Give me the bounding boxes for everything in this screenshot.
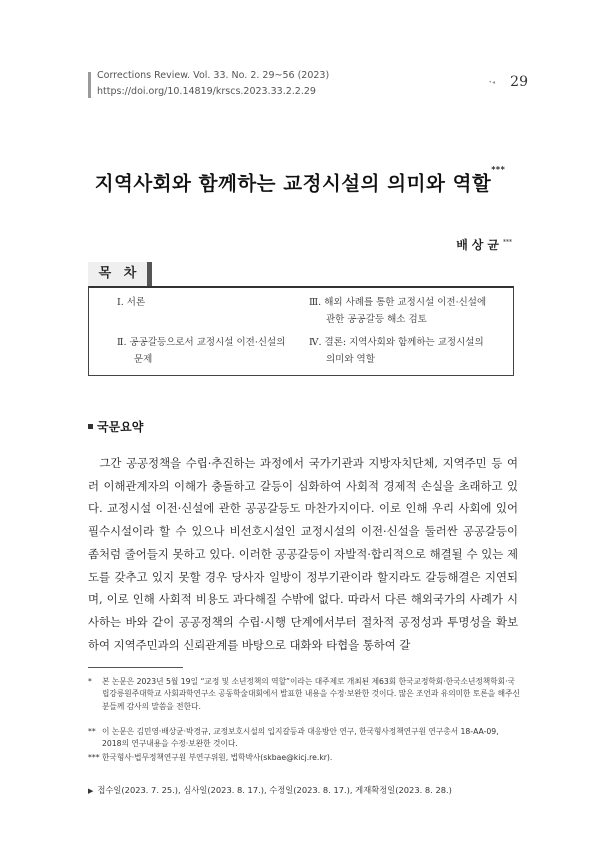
triangle-bullet-icon: ▶ — [88, 787, 94, 795]
page-mark-icon: •◂ — [488, 79, 495, 86]
footnote-mark: ** — [88, 727, 96, 736]
table-of-contents — [88, 286, 514, 376]
square-bullet-icon — [88, 424, 93, 429]
author-footnote-mark: *** — [503, 239, 512, 246]
toc-item-line: Ⅲ. 해외 사례를 통한 교정시설 이전·신설에 — [309, 297, 487, 308]
toc-item-line-continued: 의미와 역할 — [326, 354, 375, 365]
toc-item-line-continued: 관한 공공갈등 해소 검토 — [326, 314, 427, 325]
footnote-text: 한국형사·법무정책연구원 부연구위원, 법학박사(skbae@kicj.re.kr). — [102, 753, 333, 762]
toc-label-accent — [147, 262, 152, 286]
summary-heading-text: 국문요약 — [97, 420, 144, 434]
abstract-paragraph: 그간 공공정책을 수립·추진하는 과정에서 국가기관과 지방자치단체, 지역주민 등 여러 이해관계자의 이해가 충돌하고 갈등이 심화하여 사회적 경제적 손실을 초래하고 있다. 교정시설 이전·신설에 관한 공공갈등도 마찬가지이다. 이로 인해 우리 사회에 있어 필수시설이라 할 수 있으나 비선호시설인 교정시설의 이전·신설을 둘러싼 공공갈등이 좀처럼 줄어들지 못하고 있다. 이러한 공공갈등이 자발적·합리적으로 해결될 수 있는 제도를 갖추고 있지 못할 경우 당사자 일방이 정부기관이라 할지라도 갈등해결은 지연되며, 이로 인해 사회적 비용도 과다해질 수밖에 없다. 따라서 다른 해외국가의 사례가 시사하는 바와 같이 공공정책의 수립·시행 단계에서부터 절차적 공정성과 투명성을 확보하여 지역주민과의 신뢰관계를 바탕으로 대화와 타협을 통하여 갈 — [88, 456, 518, 652]
paper-title-text: 지역사회와 함께하는 교정시설의 의미와 역할 — [94, 172, 492, 195]
abstract — [88, 452, 518, 656]
toc-label: 목 차 — [88, 262, 151, 287]
toc-item-4[interactable] — [309, 334, 484, 368]
author — [456, 236, 512, 253]
submission-dates — [88, 784, 452, 796]
paper-title — [0, 164, 600, 196]
journal-volume-line: Corrections Review. Vol. 33. No. 2. 29~56 (2023) — [97, 70, 330, 81]
title-footnote-mark: *** — [491, 164, 506, 174]
toc-item-line-continued: 문제 — [134, 354, 153, 365]
toc-item-2[interactable] — [117, 334, 285, 368]
footnote-3 — [88, 752, 520, 764]
toc-item-line: Ⅰ. 서론 — [117, 297, 146, 308]
footnote-mark: *** — [88, 753, 100, 762]
toc-item-3[interactable] — [309, 294, 486, 328]
header-bar — [88, 72, 91, 98]
page-number: 29 — [510, 74, 528, 90]
author-name: 배상균 — [456, 238, 503, 252]
submission-dates-text: 접수일(2023. 7. 25.), 심사일(2023. 8. 17.), 수정일(2023. 8. 17.), 게재확정일(2023. 8. 28.) — [97, 785, 452, 795]
footnote-text: 이 논문은 김민영·배상균·박경규, 교정보호시설의 입지갈등과 대응방안 연구, 한국형사정책연구원 연구총서 18-AA-09, 2018의 연구내용을 수정·보완한 것이다. — [102, 727, 499, 749]
toc-item-1[interactable] — [117, 294, 145, 311]
summary-heading — [88, 418, 143, 435]
journal-citation — [97, 68, 329, 100]
footnote-divider — [88, 667, 183, 668]
doi-link[interactable]: https://doi.org/10.14819/krscs.2023.33.2.2.29 — [97, 86, 316, 97]
footnote-text: 본 논문은 2023년 5월 19일 “교정 및 소년정책의 역할”이라는 대주제로 개최된 제63회 한국교정학회·한국소년정책학회·국립강릉원주대학교 사회과학연구소 공동학술대회에서 발표한 내용을 수정·보완한 것이다. 많은 조언과 유의미한 토론을 해주신 분들께 감사의 말씀을 전한다. — [102, 677, 520, 711]
toc-item-line: Ⅱ. 공공갈등으로서 교정시설 이전·신설의 — [117, 337, 286, 348]
footnote-mark: * — [88, 677, 92, 686]
footnote-1 — [88, 676, 520, 713]
toc-item-line: Ⅳ. 결론: 지역사회와 함께하는 교정시설의 — [309, 337, 484, 348]
footnote-2 — [88, 726, 520, 751]
